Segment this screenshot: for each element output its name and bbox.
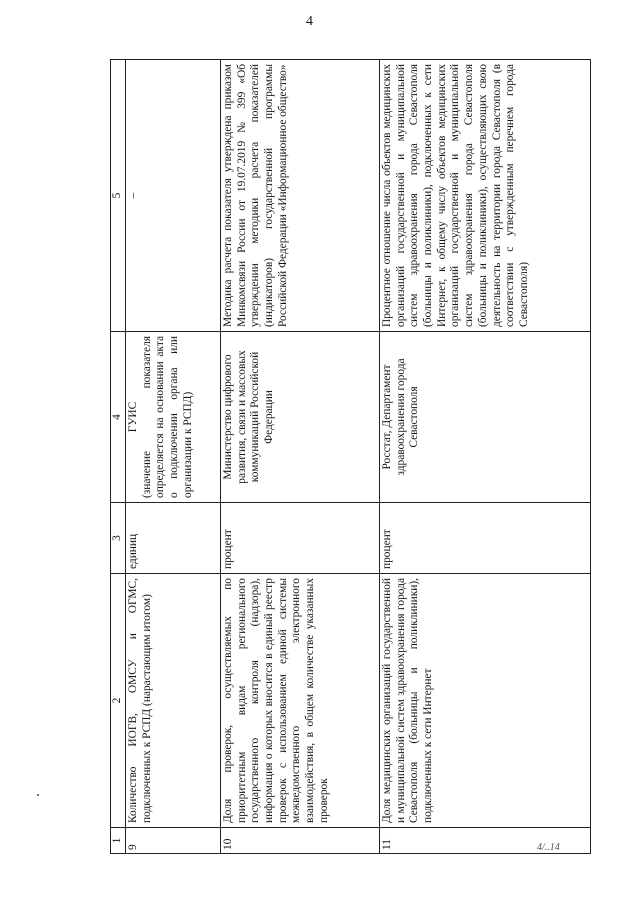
data-source	[126, 332, 221, 503]
header-col-1: 1	[111, 828, 126, 854]
header-col-5: 5	[111, 60, 126, 332]
header-col-2: 2	[111, 574, 126, 828]
data-source: Министерство цифрового развития, связи и массовых коммуникаций Российской Федерации	[221, 332, 380, 503]
unit: процент	[221, 503, 380, 574]
row-number: 11	[380, 828, 591, 854]
table-row	[380, 60, 591, 854]
header-col-3: 3	[111, 503, 126, 574]
table-row	[126, 60, 221, 854]
scan-speck	[37, 794, 39, 796]
indicator-name: Доля медицинских организаций государственной и муниципальной систем здравоохранения города Севастополя (больницы и поликлиники), подключенных к сети Интернет	[380, 574, 591, 828]
handwritten-mark: 4/..14	[537, 842, 560, 853]
calculation-method: Процентное отношение числа объектов медицинских организаций государственной и муниципальной систем здравоохранения города Севастополя (больницы и поликлиники), подключенных к сети Интернет, к общему числу объектов медицинских организаций государственной и муниципальной систем здравоохранения города Севастополя (больницы и поликлиники), осуществляющих свою деятельность на территории города Севастополя (в соответствии с утвержденным перечнем города Севастополя)	[380, 60, 591, 332]
data-source: Росстат, Департамент здравоохранения города Севастополя	[380, 332, 591, 503]
page-number: 4	[306, 14, 313, 29]
table-row	[221, 60, 380, 854]
calculation-method: Методика расчета показателя утверждена приказом Минкомсвязи России от 19.07.2019 № 399 «Об утверждении методики расчета показателей (индикаторов) государственной программы Российской Федерации «Информационное общество»	[221, 60, 380, 332]
indicator-table	[110, 59, 591, 854]
empty-dash: –	[127, 192, 139, 199]
calculation-method	[126, 60, 221, 332]
indicator-name: Доля проверок, осуществляемых по приоритетным видам регионального государственного контроля (надзора), информация о которых вносится в единый реестр проверок с использованием единой системы межведомственного электронного взаимодействия, в общем количестве указанных проверок	[221, 574, 380, 828]
unit: единиц	[126, 503, 221, 574]
unit: процент	[380, 503, 591, 574]
source-system-description: (значение показателя определяется на основании акта о подключении органа или организации к РСПД)	[140, 336, 194, 498]
source-system-name: ГУИС	[127, 401, 139, 433]
row-number: 9	[126, 828, 221, 854]
header-col-4: 4	[111, 332, 126, 503]
indicator-name: Количество ИОГВ, ОМСУ и ОГМС, подключенных к РСПД (нарастающим итогом)	[126, 574, 221, 828]
indicator-table-rotated	[110, 60, 591, 854]
row-number: 10	[221, 828, 380, 854]
header-row	[111, 60, 126, 854]
